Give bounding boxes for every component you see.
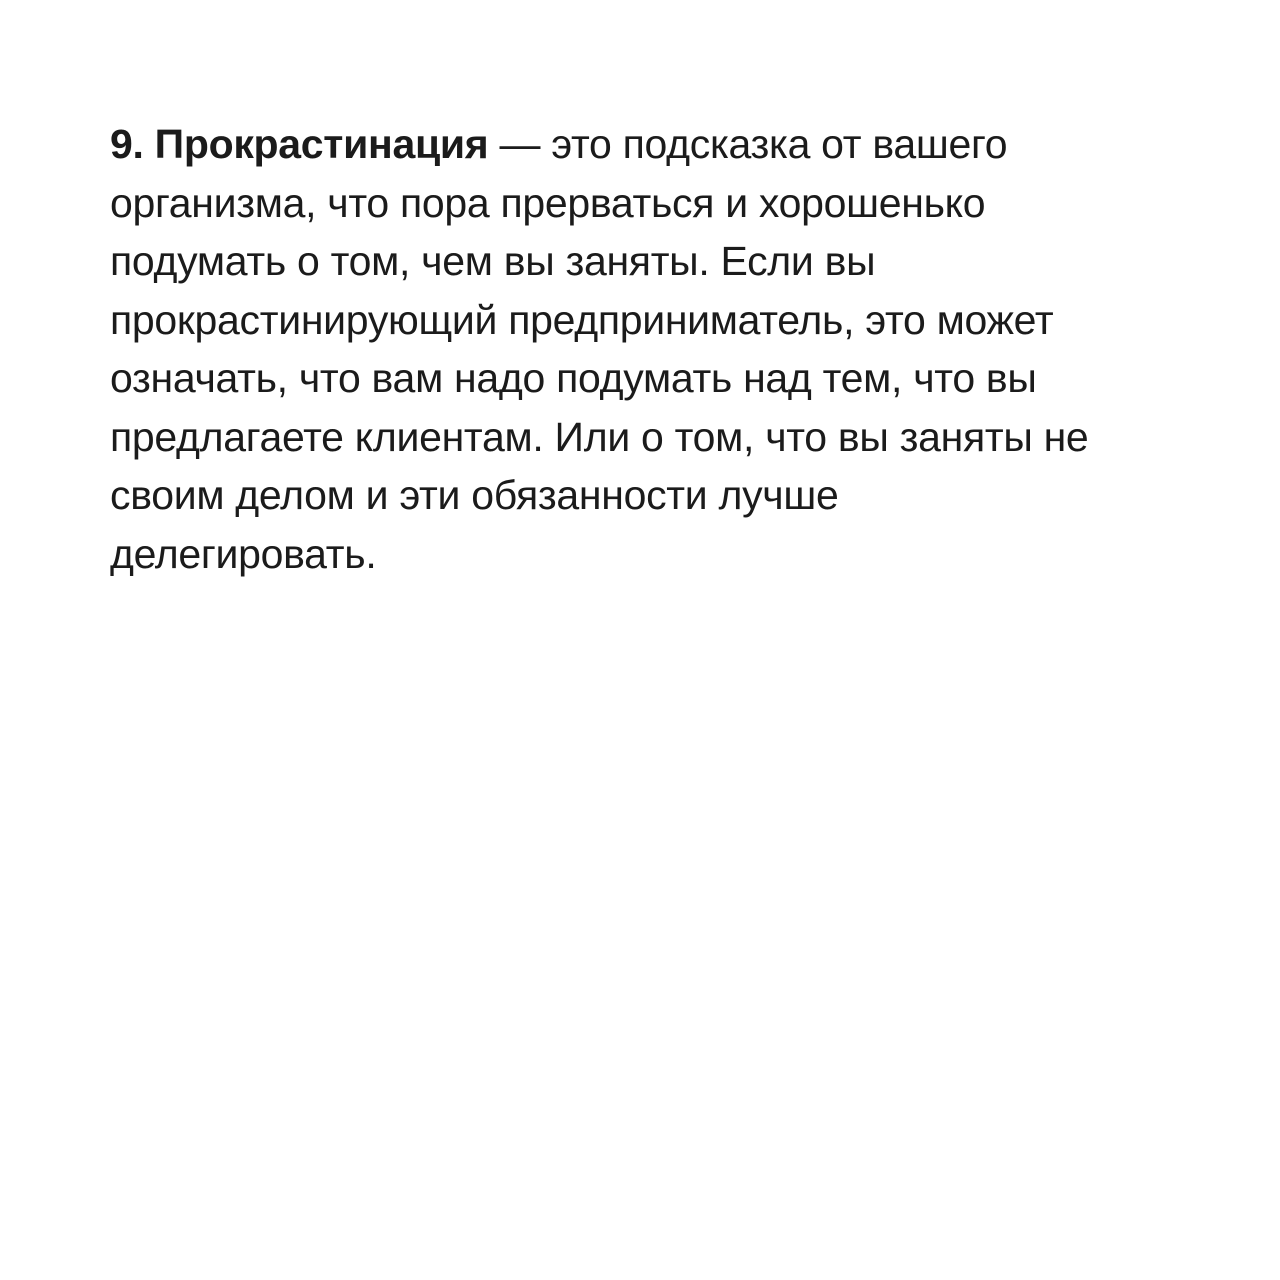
paragraph-line: прокрастинирующий предприниматель, это может: [110, 296, 1054, 343]
paragraph-line: делегировать.: [110, 530, 377, 577]
paragraph-line: своим делом и эти обязанности лучше: [110, 472, 839, 518]
paragraph-line: подумать о том, чем вы заняты. Если вы: [110, 238, 876, 284]
paragraph-line: означать, что вам надо подумать над тем, что вы: [110, 355, 1037, 401]
paragraph: [110, 115, 1220, 583]
paragraph-line: предлагаете клиентам. Или о том, что вы заняты не: [110, 413, 1089, 460]
paragraph-line: [110, 115, 1220, 174]
paragraph-line: организма, что пора прерваться и хорошенько: [110, 179, 986, 226]
paragraph-lead-bold: 9. Прокрастинация: [110, 121, 489, 167]
paragraph-lead-rest: — это подсказка от вашего: [488, 121, 1008, 167]
